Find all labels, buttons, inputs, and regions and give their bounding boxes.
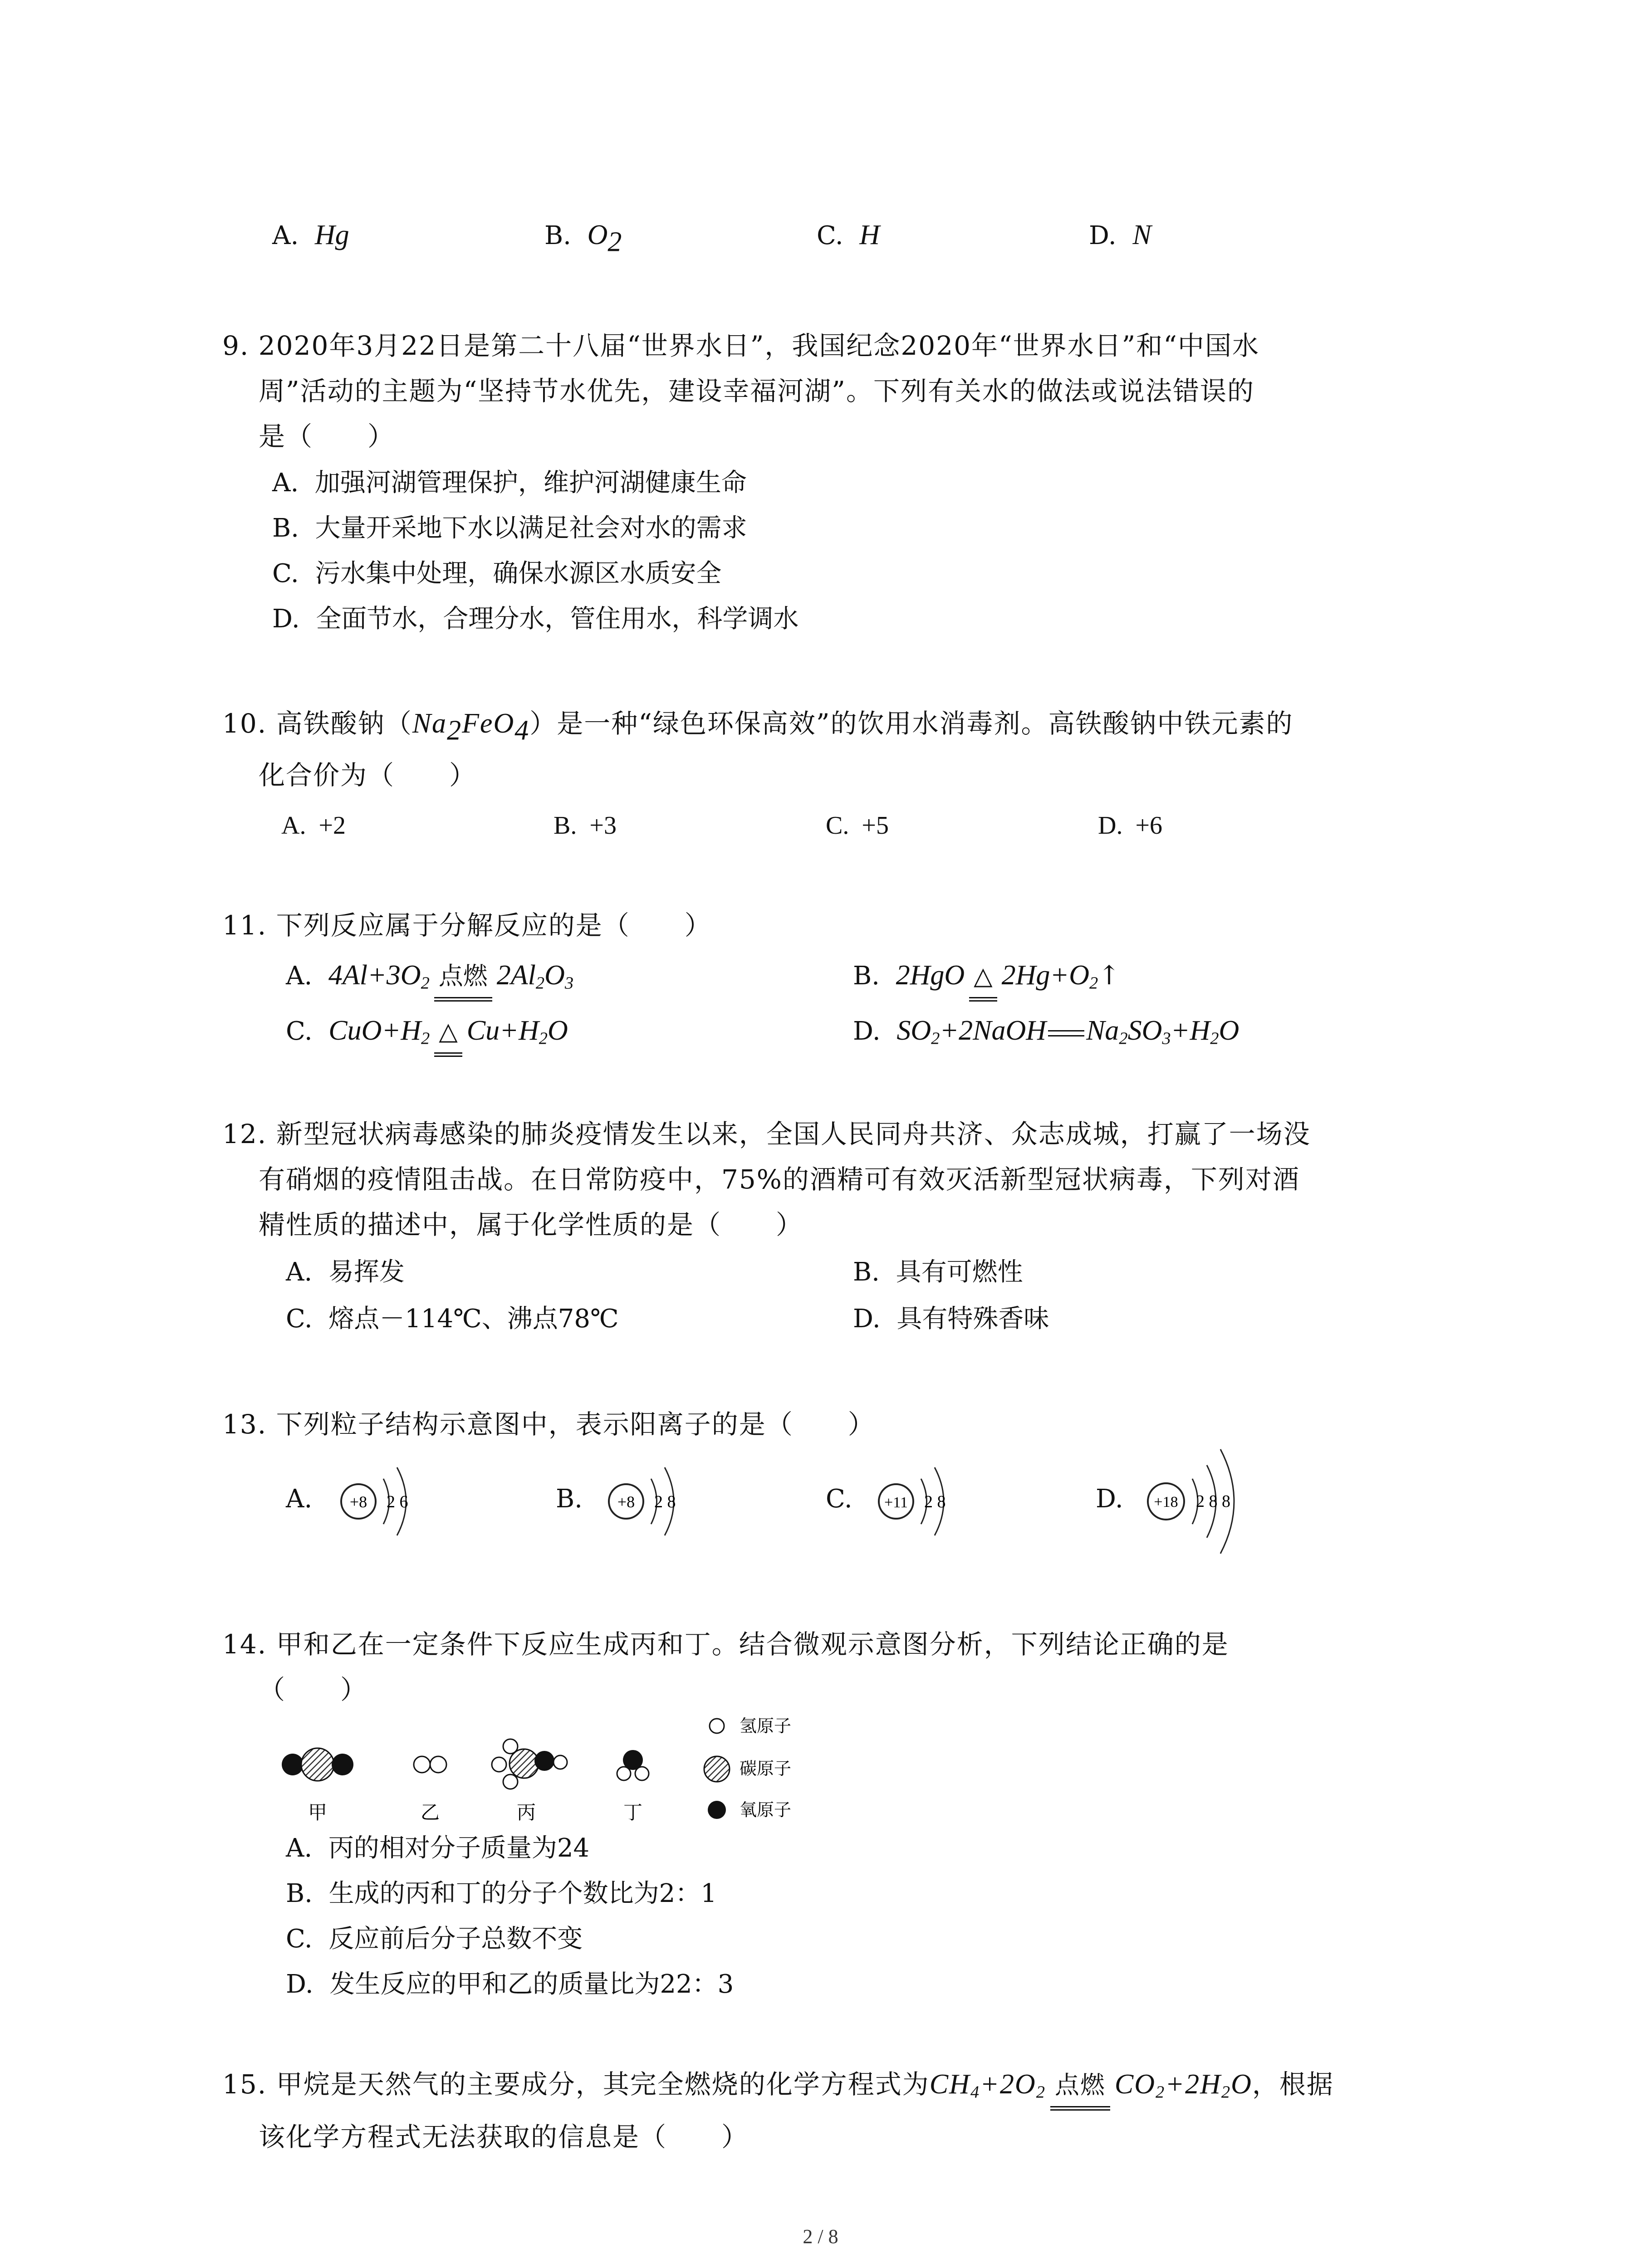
q12-option-d: D. 具有特殊香味 [853, 1304, 1049, 1334]
shell-electrons: 2 8 [924, 1492, 946, 1511]
q8-option-b: B. $O_2$ [544, 220, 622, 258]
q11-option-a: A. $4Al+3O_2$ 点燃 $2Al_2O_3$ [286, 953, 573, 999]
q11-stem: 11. 下列反应属于分解反应的是（ ） [222, 910, 712, 941]
molecule-yi [414, 1756, 446, 1773]
molecule-ding [617, 1750, 649, 1780]
q9-number: 9. [222, 330, 250, 361]
legend-oxygen-marker [708, 1801, 726, 1819]
q12-stem: 12. 新型冠状病毒感染的肺炎疫情发生以来，全国人民同舟共济、众志成城，打赢了一场没 有硝烟的疫情阻击战。在日常防疫中，75%的酒精可有效灭活新型冠状病毒，下列对酒 精性质的描述中，属于化学性质的是（ ） [222, 1119, 1311, 1240]
shell-electrons: 2 8 8 [1196, 1492, 1230, 1511]
nucleus-charge: +18 [1154, 1494, 1178, 1510]
q13-number: 13. [222, 1409, 267, 1440]
q13-option-b-letter: B. [556, 1484, 583, 1514]
q12-option-c: C. 熔点－114℃、沸点78℃ [286, 1304, 619, 1334]
q14-option-d: D. 发生反应的甲和乙的质量比为22：3 [286, 1970, 734, 1999]
q9-option-c: C. 污水集中处理，确保水源区水质安全 [272, 559, 722, 588]
q11-option-b: B. 2HgO △ $2Hg+O_2↑$ [853, 953, 1120, 999]
q9-options [272, 460, 798, 642]
page-number: 2 / 8 [803, 2225, 838, 2248]
q13-atom-b [599, 1452, 717, 1551]
q13-stem: 13. 下列粒子结构示意图中，表示阳离子的是（ ） [222, 1409, 875, 1440]
q14-number: 14. [222, 1629, 267, 1660]
q10-stem: 10. 高铁酸钠$(Na_2FeO_4)$是一种“绿色环保高效”的饮用水消毒剂。高铁酸钠中铁元素的 化合价为（ ） [222, 708, 1293, 791]
molecule-bing [492, 1739, 567, 1789]
q11-option-c: C. $CuO+H_2$ △ $Cu+H_2O$ [286, 1008, 568, 1054]
legend-carbon: 碳原子 [740, 1759, 792, 1779]
q12-number: 12. [222, 1119, 267, 1149]
q8-option-a: A. Hg [272, 220, 349, 250]
q10-number: 10. [222, 708, 267, 739]
q11-option-d: D. $SO_2+2NaOH$ $Na_2SO_3+H_2O$ [853, 1015, 1239, 1048]
legend [704, 1716, 791, 1820]
q13-option-c-letter: C. [826, 1484, 852, 1514]
q8-option-c: C. H [817, 220, 880, 250]
q11-number: 11. [222, 910, 267, 941]
q12-option-b: B. 具有可燃性 [853, 1257, 1023, 1287]
label-ding: 丁 [623, 1801, 643, 1823]
q14-stem: 14. 甲和乙在一定条件下反应生成丙和丁。结合微观示意图分析，下列结论正确的是 （ ） [222, 1629, 1229, 1705]
q9-option-d: D. 全面节水，合理分水，管住用水，科学调水 [272, 604, 799, 634]
q13-atom-c [869, 1452, 987, 1551]
q14-micro-diagram [272, 1706, 862, 1833]
label-jia: 甲 [308, 1801, 328, 1823]
q14-option-a: A. 丙的相对分子质量为24 [286, 1833, 590, 1863]
legend-oxygen: 氧原子 [740, 1800, 792, 1820]
q9-option-b: B. 大量开采地下水以满足社会对水的需求 [272, 513, 747, 543]
q9-stem: 9. 2020年3月22日是第二十八届“世界水日”，我国纪念2020年“世界水日”和“中国水 周”活动的主题为“坚持节水优先，建设幸福河湖”。下列有关水的做法或说法错误的 是（ ） [222, 330, 1259, 452]
q14-options [286, 1826, 734, 2007]
q15-stem: 15. 甲烷是天然气的主要成分，其完全燃烧的化学方程式为$CH_4+2O_2$ 点燃 $CO_2+2H_2O$，根据 该化学方程式无法获取的信息是（ ） [222, 2069, 1334, 2152]
q10-option-c: C. +5 [826, 811, 889, 840]
legend-hydrogen: 氢原子 [740, 1716, 792, 1736]
shell-electrons: 2 8 [654, 1492, 676, 1511]
q14-option-b: B. 生成的丙和丁的分子个数比为2：1 [286, 1879, 717, 1908]
q8-option-d: D. N [1089, 220, 1151, 250]
shell-electrons: 2 6 [387, 1492, 408, 1511]
label-bing: 丙 [516, 1801, 536, 1823]
q13-option-a-letter: A. [286, 1484, 313, 1514]
q10-option-b: B. +3 [554, 811, 617, 840]
q9-option-a: A. 加强河湖管理保护，维护河湖健康生命 [272, 468, 747, 498]
molecule-jia [282, 1748, 353, 1781]
legend-hydrogen-marker [710, 1719, 724, 1733]
nucleus-charge: +8 [349, 1493, 367, 1511]
q10-option-a: A. +2 [281, 811, 346, 840]
legend-carbon-marker [704, 1756, 730, 1782]
q10-option-d: D. +6 [1098, 811, 1163, 840]
q13-atom-d [1139, 1438, 1275, 1565]
q12-option-a: A. 易挥发 [286, 1257, 405, 1287]
q14-option-c: C. 反应前后分子总数不变 [286, 1924, 583, 1954]
nucleus-charge: +8 [617, 1493, 635, 1511]
q13-atom-a [331, 1452, 449, 1551]
q15-number: 15. [222, 2069, 267, 2100]
label-yi: 乙 [420, 1801, 440, 1823]
q13-option-d-letter: D. [1096, 1484, 1123, 1514]
nucleus-charge: +11 [884, 1494, 908, 1511]
